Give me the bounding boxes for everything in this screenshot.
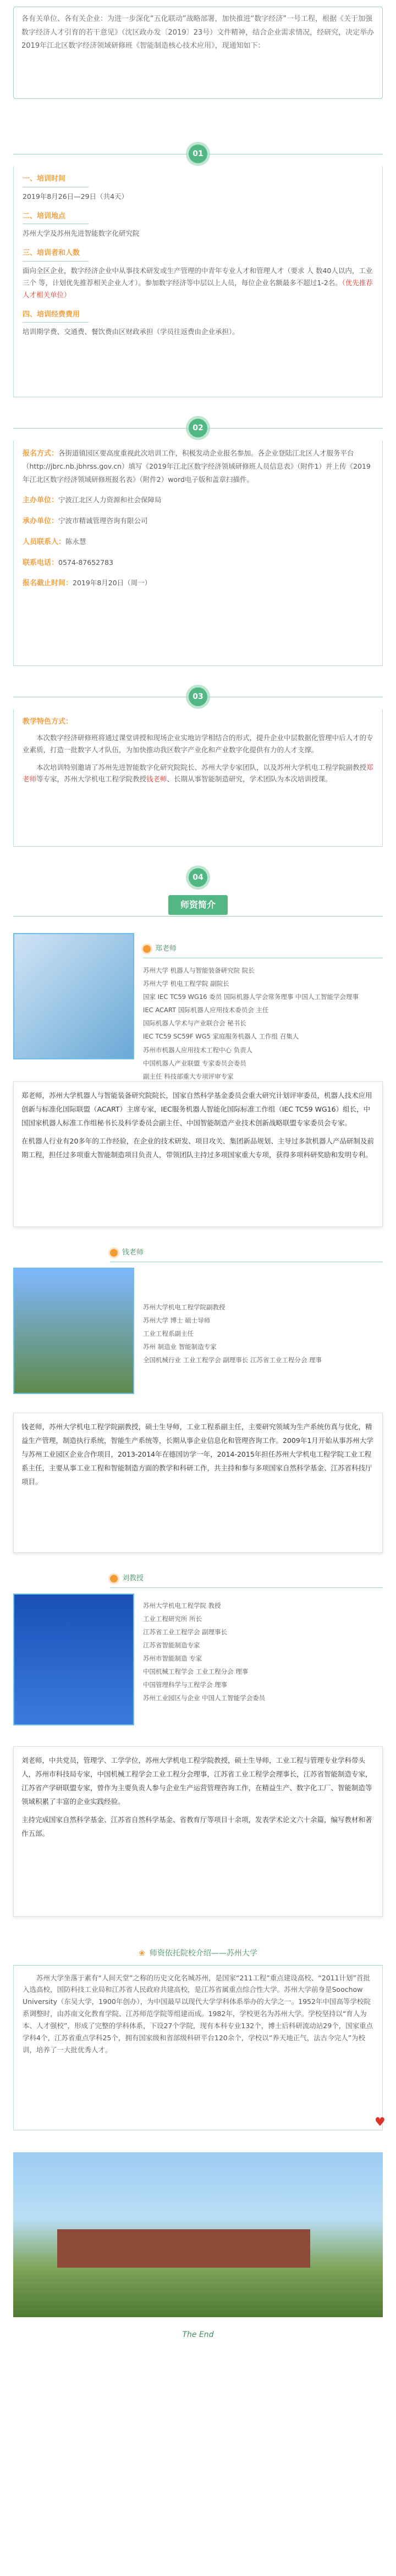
section-badge: 01 xyxy=(186,142,210,166)
section-03-box: 教学特色方式： 本次数字经济研修班将通过课堂讲授和现场企业实地访学相结合的形式，提升企业中层数据化管理中后人才的专业素质，打造一批数字人才队伍，为加快推动我区数字产业化和产业数字化提供有力的人才支撑。 本次培训特别邀请了苏州先进智能数字化研究院院长、苏州大学专家团队，以及苏州大学机电工程学院副教授郑老师等专家，苏州大学机电工程学院教授钱老师、长期从事智能制造研究，学术团队为本次培训授课。 xyxy=(13,709,383,847)
section-02-header: 02 xyxy=(0,416,396,440)
section-02-box: 报名方式：各街道镇园区要高度重视此次培训工作，积极发动企业报名参加。各企业登陆江北区人才服务平台（http://jbrc.nb.jbhrss.gov.cn）填写《2019年江北区数字经济领域研修班人员信息表》（附件1）并上传《2019年江北区数字经济领域研修班报名表》（附件2）word电子版和盖章扫描件。 主办单位：宁波江北区人力资源和社会保障局 承办单位：宁波市精诚管理咨询有限公司 人员联系人：陈永慧 联系电话：0574-87652783 报名截止时间：2019年8月20日（周一） xyxy=(13,441,383,666)
intro-box xyxy=(13,7,383,99)
section-03-header: 03 xyxy=(0,685,396,709)
section-01-box: 一、培训时间 2019年8月26日—29日（共4天） 二、培训地点 苏州大学及苏州先进智能数字化研究院 三、培训者和人数 面向全区企业，数字经济企业中从事技术研发或生产管理的中青年专业人才和管理人才（要求 人 数40人以内，工业三个 等，计划优先推荐相关企业人才）。参加数字经济等中层以上人员，每位企业名额最多不超过1-2名。（优先推荐人才相关单位） 四、培训经费费用 培训期学费、交通费、餐饮费由区财政承担（学员往返费由企业承担）。 xyxy=(13,166,383,397)
section-name-2: 钱老师 xyxy=(110,1247,396,1259)
university-photo xyxy=(13,2152,383,2317)
university-header: ❀ 师资依托院校介绍——苏州大学 xyxy=(139,1949,257,1958)
tutor-title: 师资简介 xyxy=(168,895,228,915)
professor-photo xyxy=(13,933,134,1059)
heart-icon: ♥ xyxy=(375,2115,386,2129)
end-banner: The End xyxy=(182,2330,214,2339)
section-04-header: 04 xyxy=(0,865,396,890)
intro-text: 各有关单位、各有关企业：为进一步深化“五化联动”战略部署，加快推进“数字经济”一号工程，根据《关于加强数字经济人才引育的若干意见》（沈区政办发〔2019〕23号）文件精神，结合企业需求情况，经研究，决定举办2019年江北区数字经济领域研修班《智能制造核心技术应用》，现通知如下： xyxy=(21,15,375,51)
professor-bio: 郑老师，苏州大学机器人与智能装备研究院院长，国家自然科学基金委员会重大研究计划评审委员，机器人技术应用创新与标准化国际联盟（ACART）主席专家，IEC服务机器人智能化国际标准工作组（IEC TC59 WG16）组长，中国国家机器人标准工作组秘书长及科学委员会副主任、中国智能制造产业技术创新战略联盟专家委员会专家。 在机器人行业有20多年的工作经验，在企业的技术研发、项目攻关、集团新品规划、主导过多款机器人产品研制及前期工程，担任过多项重大智能制造项目负责人，带领团队主持过多项国家重大专项，获得多项科研奖励和发明专利。 xyxy=(13,1081,383,1227)
